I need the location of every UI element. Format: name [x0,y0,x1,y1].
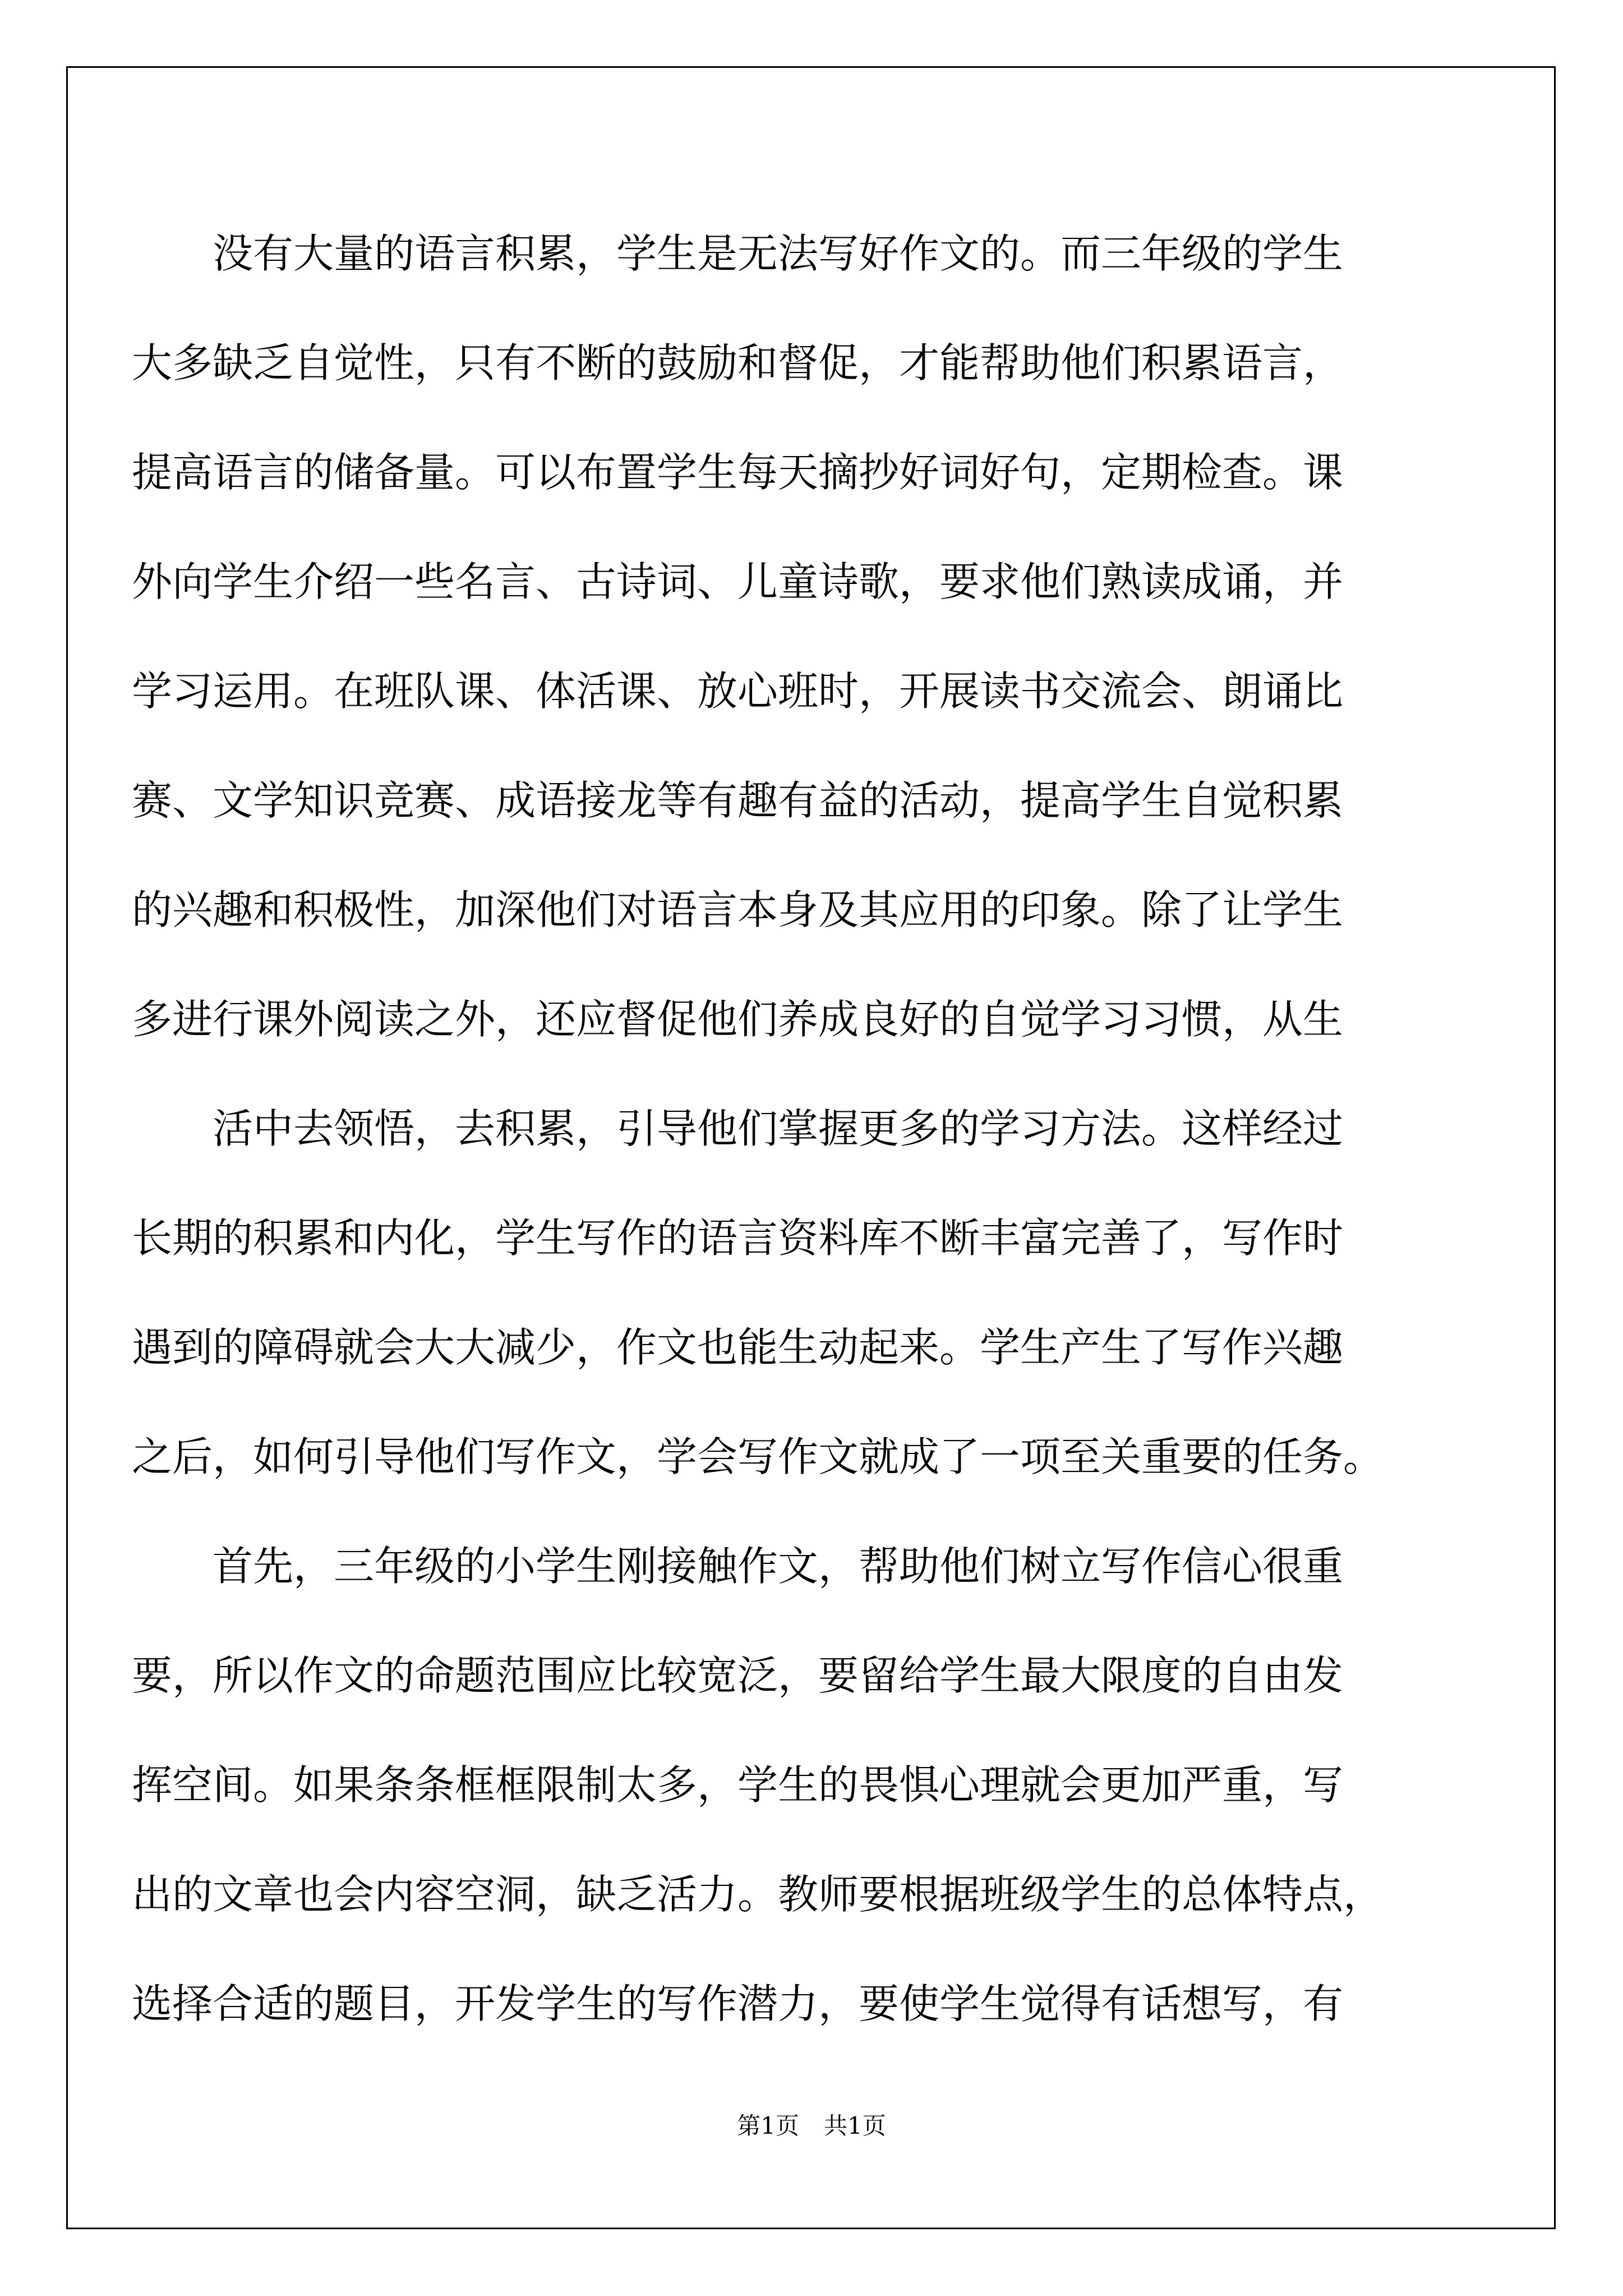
total-pages: 共1页 [824,2112,886,2139]
text-line: 长期的积累和内化，学生写作的语言资料库不断丰富完善了，写作时 [132,1214,1344,1262]
text-line: 的兴趣和积极性，加深他们对语言本身及其应用的印象。除了让学生 [132,886,1344,933]
text-line: 外向学生介绍一些名言、古诗词、儿童诗歌，要求他们熟读成诵，并 [132,558,1344,605]
text-line: 挥空间。如果条条框框限制太多，学生的畏惧心理就会更加严重，写 [132,1761,1344,1809]
page-footer [0,2109,1623,2143]
text-line: 赛、文学知识竞赛、成语接龙等有趣有益的活动，提高学生自觉积累 [132,777,1344,824]
text-line: 首先，三年级的小学生刚接触作文，帮助他们树立写作信心很重 [213,1543,1344,1590]
text-line: 选择合适的题目，开发学生的写作潜力，要使学生觉得有话想写，有 [132,1980,1344,2027]
text-line: 要，所以作文的命题范围应比较宽泛，要留给学生最大限度的自由发 [132,1652,1344,1699]
text-line: 学习运用。在班队课、体活课、放心班时，开展读书交流会、朗诵比 [132,668,1344,715]
text-line: 多进行课外阅读之外，还应督促他们养成良好的自觉学习习惯，从生 [132,996,1344,1043]
text-line: 出的文章也会内容空洞，缺乏活力。教师要根据班级学生的总体特点， [132,1871,1384,1918]
text-line: 提高语言的储备量。可以布置学生每天摘抄好词好句，定期检查。课 [132,449,1344,496]
text-line: 遇到的障碍就会大大减少，作文也能生动起来。学生产生了写作兴趣 [132,1324,1344,1371]
text-line: 之后，如何引导他们写作文，学会写作文就成了一项至关重要的任务。 [132,1433,1384,1480]
text-line: 活中去领悟，去积累，引导他们掌握更多的学习方法。这样经过 [213,1105,1344,1152]
text-line: 大多缺乏自觉性，只有不断的鼓励和督促，才能帮助他们积累语言， [132,339,1344,386]
page-number: 第1页 [737,2112,799,2139]
text-line: 没有大量的语言积累，学生是无法写好作文的。而三年级的学生 [213,230,1344,277]
